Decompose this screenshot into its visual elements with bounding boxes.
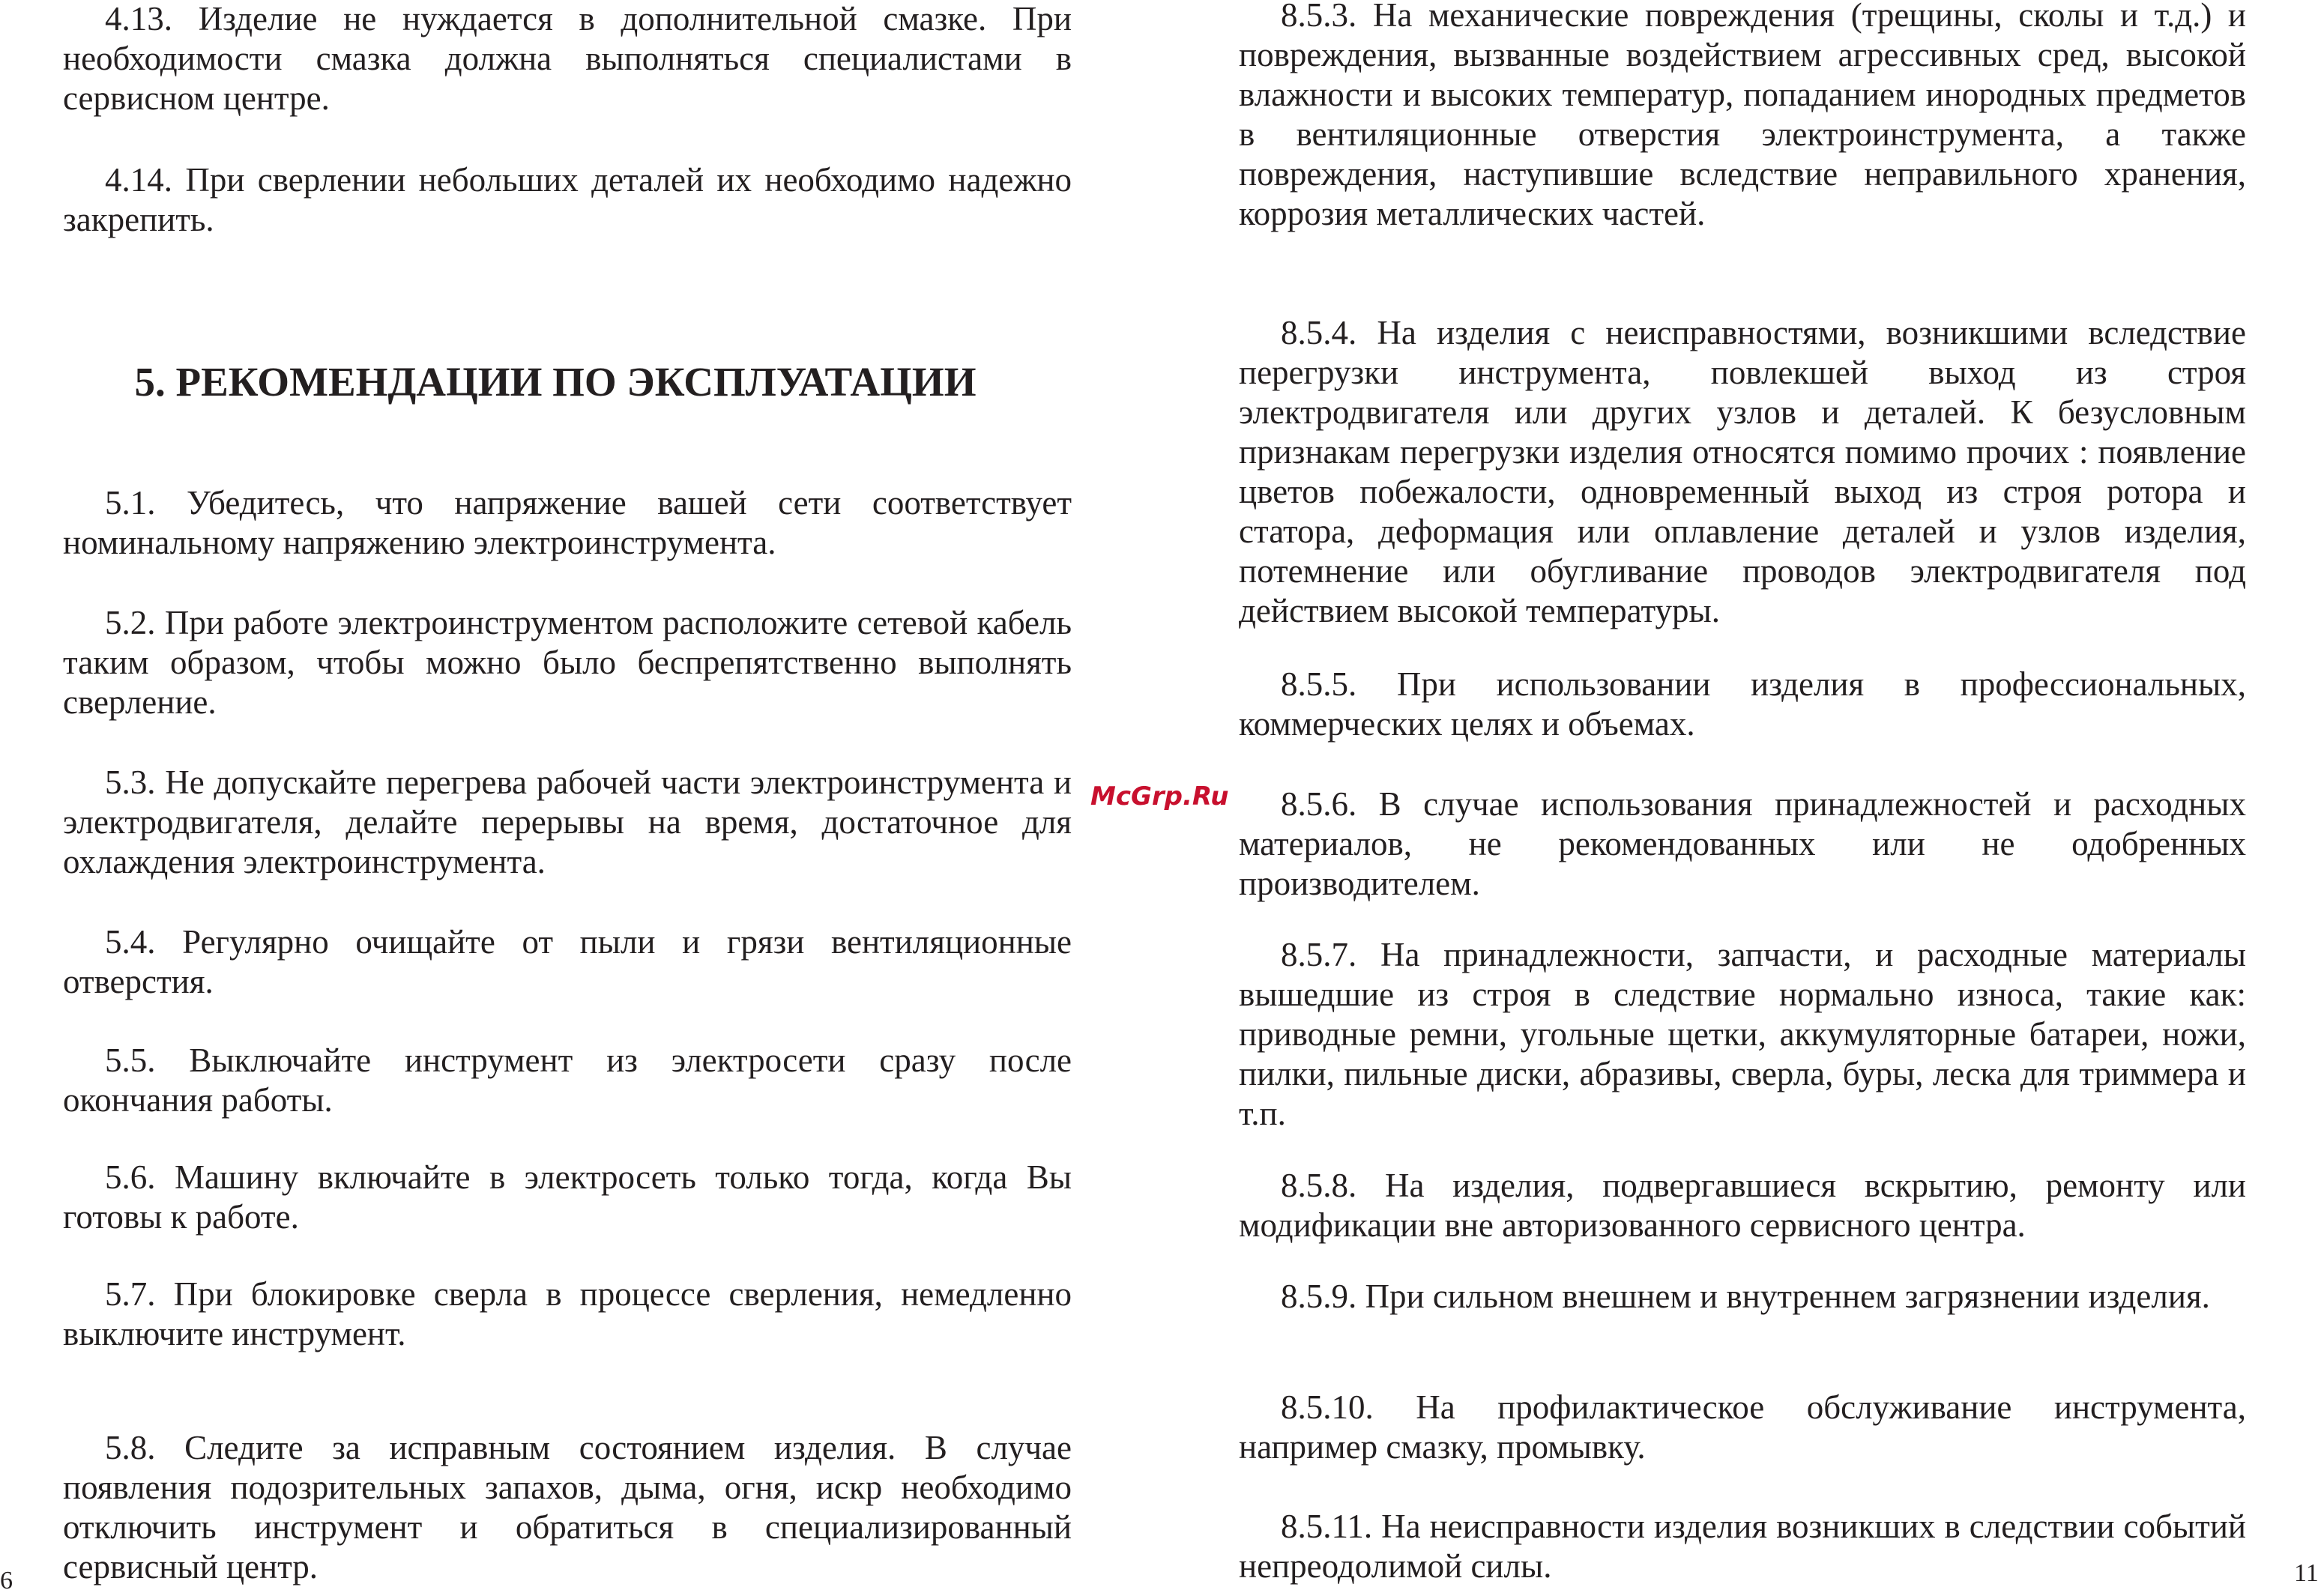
- item-8-5-8: 8.5.8. На изделия, подвергавшиеся вскрытию, ремонту или модификации вне авторизованного сервисного центра.: [1239, 1167, 2246, 1244]
- watermark: McGrp.Ru: [1090, 782, 1229, 811]
- item-8-5-10: 8.5.10. На профилактическое обслуживание инструмента, например смазку, промывку.: [1239, 1388, 2246, 1466]
- page-number-left: 6: [0, 1567, 13, 1595]
- item-5-2: 5.2. При работе электроинструментом расположите сетевой кабель таким образом, чтобы можно было беспрепятственно выполнять сверление.: [63, 604, 1072, 721]
- item-5-3: 5.3. Не допускайте перегрева рабочей части электроинструмента и электродвигателя, делайте перерывы на время, достаточное для охлаждения электроинструмента.: [63, 764, 1072, 880]
- item-8-5-3: 8.5.3. На механические повреждения (трещины, сколы и т.д.) и повреждения, вызванные воздействием агрессивных сред, высокой влажности и высоких температур, попаданием инородных предметов в вентиляционные отверстия электроинструмента, а также повреждения, наступившие вследствие неправильного хранения, коррозия металлических частей.: [1239, 0, 2246, 232]
- page-number-right: 11: [2294, 1559, 2319, 1587]
- item-8-5-9: 8.5.9. При сильном внешнем и внутреннем загрязнении изделия.: [1281, 1278, 2210, 1315]
- item-8-5-6: 8.5.6. В случае использования принадлежностей и расходных материалов, не рекомендованных или не одобренных производителем.: [1239, 785, 2246, 902]
- item-5-1: 5.1. Убедитесь, что напряжение вашей сети соответствует номинальному напряжению электроинструмента.: [63, 484, 1072, 561]
- item-8-5-4: 8.5.4. На изделия с неисправностями, возникшими вследствие перегрузки инструмента, повлекшей выход из строя электродвигателя или других узлов и деталей. К безусловным признакам перегрузки изделия относятся помимо прочих : появление цветов побежалости, одновременный выход из строя ротора и статора, деформация или оплавление деталей и узлов изделия, потемнение или обугливание проводов электродвигателя под действием высокой температуры.: [1239, 314, 2246, 629]
- item-5-5: 5.5. Выключайте инструмент из электросети сразу после окончания работы.: [63, 1042, 1072, 1119]
- paragraph-4-13: 4.13. Изделие не нуждается в дополнительной смазке. При необходимости смазка должна выполняться специалистами в сервисном центре.: [63, 0, 1072, 117]
- item-5-8: 5.8. Следите за исправным состоянием изделия. В случае появления подозрительных запахов, дыма, огня, искр необходимо отключить инструмент и обратиться в специализированный сервисный центр.: [63, 1429, 1072, 1586]
- item-5-6: 5.6. Машину включайте в электросеть только тогда, когда Вы готовы к работе.: [63, 1158, 1072, 1236]
- item-8-5-5: 8.5.5. При использовании изделия в профессиональных, коммерческих целях и объемах.: [1239, 665, 2246, 743]
- right-page: [1239, 0, 2246, 1594]
- item-8-5-7: 8.5.7. На принадлежности, запчасти, и расходные материалы вышедшие из строя в следствие нормально износа, такие как: приводные ремни, угольные щетки, аккумуляторные батареи, ножи, пилки, пильные диски, абразивы, сверла, буры, леска для триммера и т.п.: [1239, 936, 2246, 1132]
- left-page: [63, 0, 1072, 1594]
- item-8-5-11: 8.5.11. На неисправности изделия возникших в следствии событий непреодолимой силы.: [1239, 1508, 2246, 1585]
- item-5-4: 5.4. Регулярно очищайте от пыли и грязи вентиляционные отверстия.: [63, 923, 1072, 1000]
- item-5-7: 5.7. При блокировке сверла в процессе сверления, немедленно выключите инструмент.: [63, 1275, 1072, 1352]
- paragraph-4-14: 4.14. При сверлении небольших деталей их необходимо надежно закрепить.: [63, 161, 1072, 238]
- section-title: 5. РЕКОМЕНДАЦИИ ПО ЭКСПЛУАТАЦИИ: [134, 359, 977, 405]
